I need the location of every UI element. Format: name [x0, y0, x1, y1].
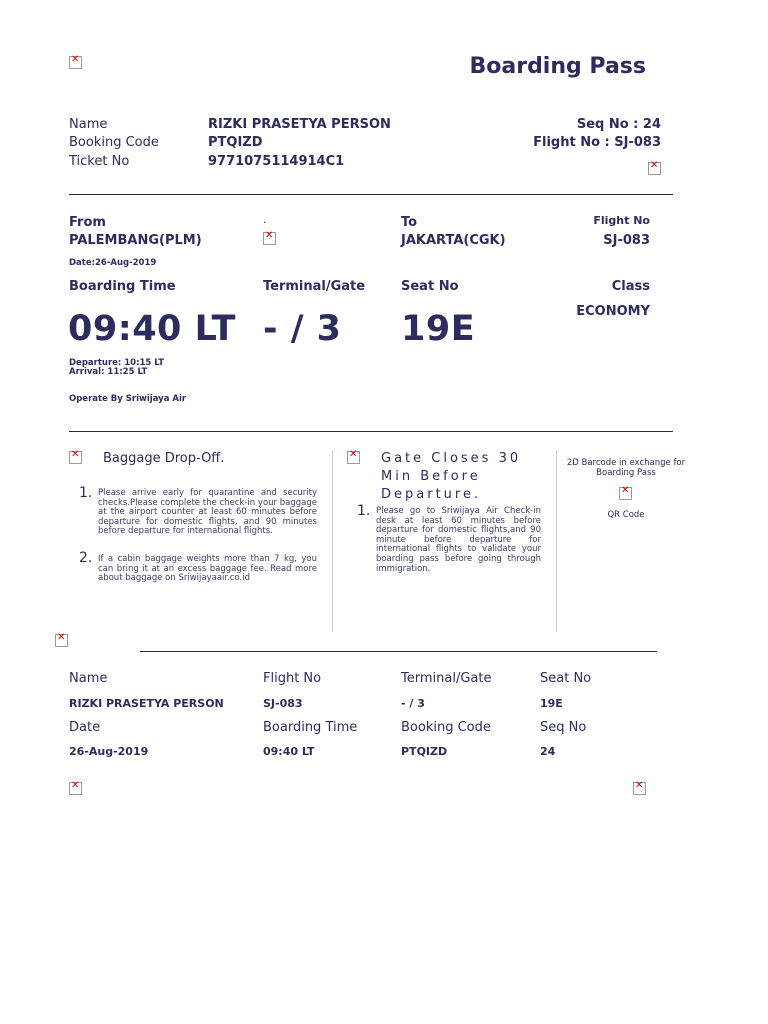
stub-boarding-time: 09:40 LT — [263, 745, 315, 758]
flight-date: Date:26-Aug-2019 — [69, 258, 157, 268]
ticket-no-label: Ticket No — [69, 154, 130, 169]
column-divider — [556, 451, 557, 632]
gate-icon — [347, 451, 360, 464]
booking-code-label: Booking Code — [69, 135, 159, 150]
divider-line — [69, 431, 673, 432]
plane-icon — [263, 232, 276, 245]
flight-no-header: Flight No : SJ-083 — [533, 135, 661, 150]
gate-title: Gate Closes 30 Min Before Departure. — [381, 451, 522, 502]
travel-class: ECONOMY — [576, 304, 650, 319]
stub-terminal-gate: - / 3 — [401, 697, 425, 710]
column-divider — [332, 451, 333, 632]
separator-dot: . — [263, 213, 267, 226]
class-label: Class — [611, 279, 650, 294]
departure-time: Departure: 10:15 LT — [69, 358, 165, 368]
stub-seat-no: 19E — [540, 697, 563, 710]
list-number: 1. — [79, 485, 93, 501]
stub-seq-no: 24 — [540, 745, 556, 758]
arrival-time: Arrival: 11:25 LT — [69, 367, 148, 377]
page-title: Boarding Pass — [469, 54, 646, 79]
stub-booking-code: PTQIZD — [401, 745, 448, 758]
scissors-icon — [55, 634, 68, 647]
header-image — [648, 162, 661, 175]
stub-name-label: Name — [69, 671, 108, 686]
footer-logo-image — [69, 782, 82, 795]
list-number: 2. — [79, 550, 93, 566]
baggage-icon — [69, 451, 82, 464]
terminal-gate-label: Terminal/Gate — [263, 279, 366, 294]
divider-line — [69, 194, 673, 195]
flight-no: SJ-083 — [603, 233, 650, 248]
passenger-name: RIZKI PRASETYA PERSON — [208, 117, 391, 132]
baggage-title: Baggage Drop-Off. — [103, 451, 225, 466]
seq-no: Seq No : 24 — [576, 117, 661, 132]
stub-flight-no-label: Flight No — [263, 671, 322, 686]
airline-logo-image — [69, 56, 82, 69]
stub-date-label: Date — [69, 720, 101, 735]
to-label: To — [401, 215, 418, 230]
stub-flight-no: SJ-083 — [263, 697, 303, 710]
stub-seat-no-label: Seat No — [540, 671, 592, 686]
footer-image — [633, 782, 646, 795]
operated-by: Operate By Sriwijaya Air — [69, 394, 187, 404]
name-label: Name — [69, 117, 108, 132]
barcode-text: 2D Barcode in exchange for Boarding Pass — [566, 458, 686, 478]
stub-passenger-name: RIZKI PRASETYA PERSON — [69, 697, 224, 710]
stub-terminal-gate-label: Terminal/Gate — [401, 671, 492, 686]
from-airport: PALEMBANG(PLM) — [69, 233, 202, 248]
boarding-time-label: Boarding Time — [69, 279, 176, 294]
seat-no-label: Seat No — [401, 279, 459, 294]
qr-code-label: QR Code — [607, 510, 645, 520]
to-airport: JAKARTA(CGK) — [401, 233, 506, 248]
baggage-instruction: If a cabin baggage weights more than 7 kg, you can bring it at an excess baggage fee. Read more about baggage on Sriwijayaair.co.id — [98, 554, 317, 584]
stub-date: 26-Aug-2019 — [69, 745, 149, 758]
list-number: 1. — [357, 503, 371, 519]
booking-code: PTQIZD — [208, 135, 263, 150]
stub-booking-code-label: Booking Code — [401, 720, 491, 735]
from-label: From — [69, 215, 106, 230]
boarding-time: 09:40 LT — [68, 309, 236, 349]
gate-instruction: Please go to Sriwijaya Air Check-in desk at least 60 minutes before departure for domestic flights,and 90 minute before departure for international flights to validate your boarding pass before going through immigration. — [376, 506, 541, 574]
stub-boarding-time-label: Boarding Time — [263, 720, 358, 735]
stub-seq-no-label: Seq No — [540, 720, 587, 735]
terminal-gate: - / 3 — [263, 309, 342, 349]
flight-no-label: Flight No — [593, 214, 650, 227]
baggage-instruction: Please arrive early for quarantine and security checks.Please complete the check-in your baggage at the airport counter at least 60 minutes before departure for domestic flights, and 90 minutes before departure for international flights. — [98, 488, 317, 537]
seat-no: 19E — [401, 309, 476, 349]
ticket-no: 9771075114914C1 — [208, 154, 345, 169]
tear-line — [140, 651, 657, 652]
barcode-image — [619, 487, 632, 500]
